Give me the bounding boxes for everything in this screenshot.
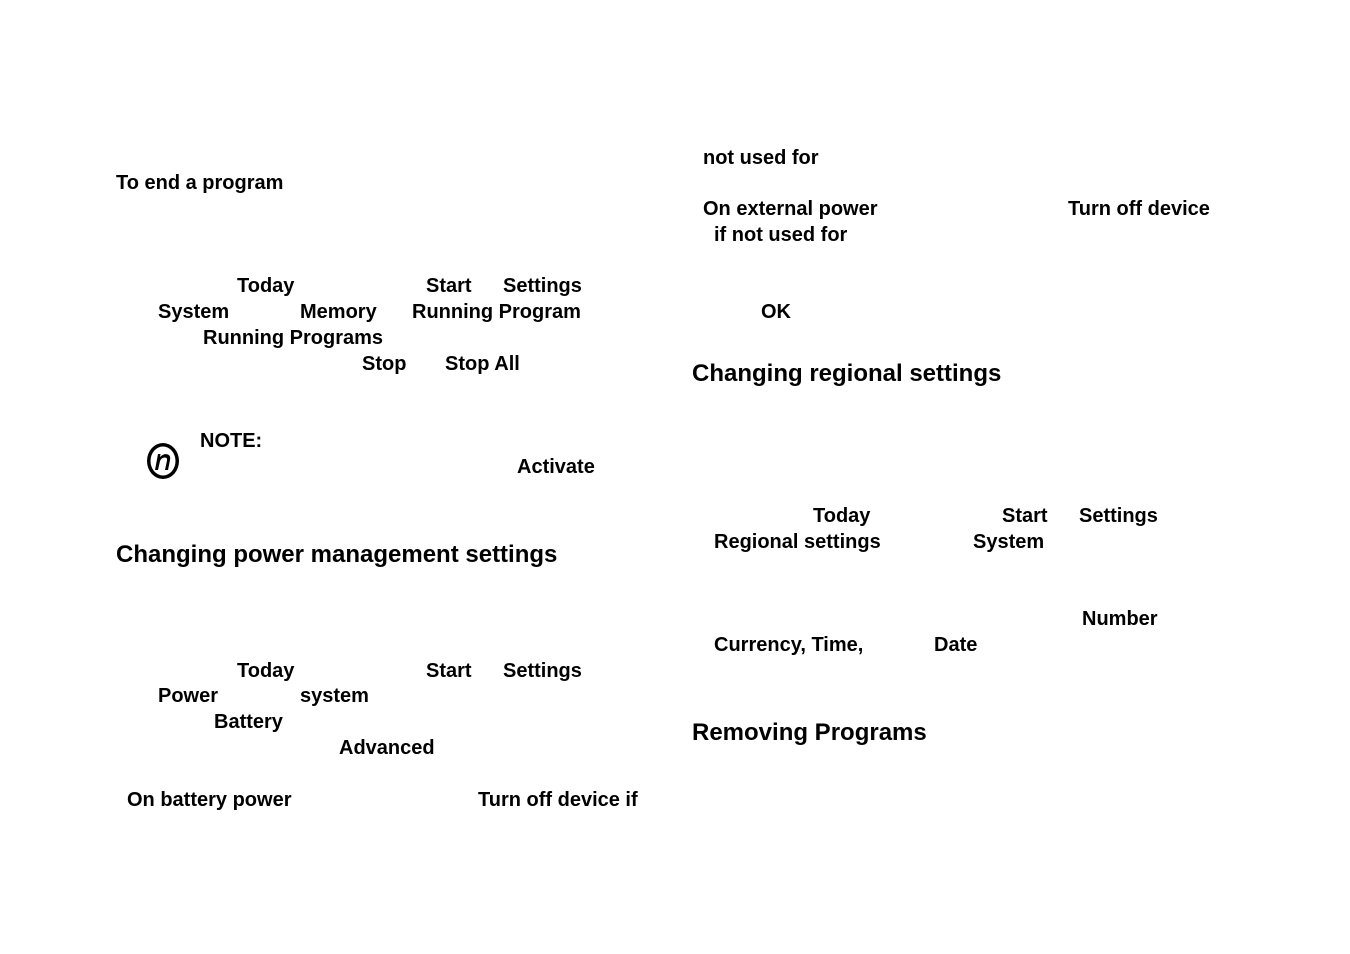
on-external-power-label: On external power bbox=[703, 198, 878, 220]
system-label: system bbox=[300, 685, 369, 707]
note-icon bbox=[145, 441, 181, 481]
end-program-heading: To end a program bbox=[116, 172, 284, 194]
not-used-for-label: not used for bbox=[703, 147, 819, 169]
start-label: Start bbox=[1002, 505, 1048, 527]
settings-label: Settings bbox=[503, 275, 582, 297]
system-label: System bbox=[973, 531, 1045, 553]
turn-off-device-label: Turn off device bbox=[1068, 198, 1210, 220]
memory-label: Memory bbox=[300, 301, 377, 323]
running-programs-label: Running Programs bbox=[203, 327, 384, 349]
regional-settings-label: Regional settings bbox=[714, 531, 881, 553]
today-label: Today bbox=[237, 275, 295, 297]
if-not-used-for-label: if not used for bbox=[714, 224, 848, 246]
note-label: NOTE: bbox=[200, 430, 263, 452]
date-label: Date bbox=[934, 634, 978, 656]
currency-time-label: Currency, Time, bbox=[714, 634, 864, 656]
running-program-label: Running Program bbox=[412, 301, 581, 323]
today-label: Today bbox=[813, 505, 871, 527]
stop-all-label: Stop All bbox=[445, 353, 520, 375]
settings-label: Settings bbox=[503, 660, 582, 682]
power-label: Power bbox=[158, 685, 219, 707]
on-battery-power-label: On battery power bbox=[127, 789, 292, 811]
number-label: Number bbox=[1082, 608, 1158, 630]
turn-off-device-if-label: Turn off device if bbox=[478, 789, 638, 811]
today-label: Today bbox=[237, 660, 295, 682]
power-management-heading: Changing power management settings bbox=[116, 541, 558, 568]
battery-label: Battery bbox=[214, 711, 283, 733]
regional-settings-heading: Changing regional settings bbox=[692, 360, 1002, 387]
settings-label: Settings bbox=[1079, 505, 1158, 527]
removing-programs-heading: Removing Programs bbox=[692, 719, 927, 746]
system-label: System bbox=[158, 301, 230, 323]
start-label: Start bbox=[426, 275, 472, 297]
activate-label: Activate bbox=[517, 456, 595, 478]
start-label: Start bbox=[426, 660, 472, 682]
ok-label: OK bbox=[761, 301, 791, 323]
advanced-label: Advanced bbox=[339, 737, 435, 759]
stop-label: Stop bbox=[362, 353, 407, 375]
